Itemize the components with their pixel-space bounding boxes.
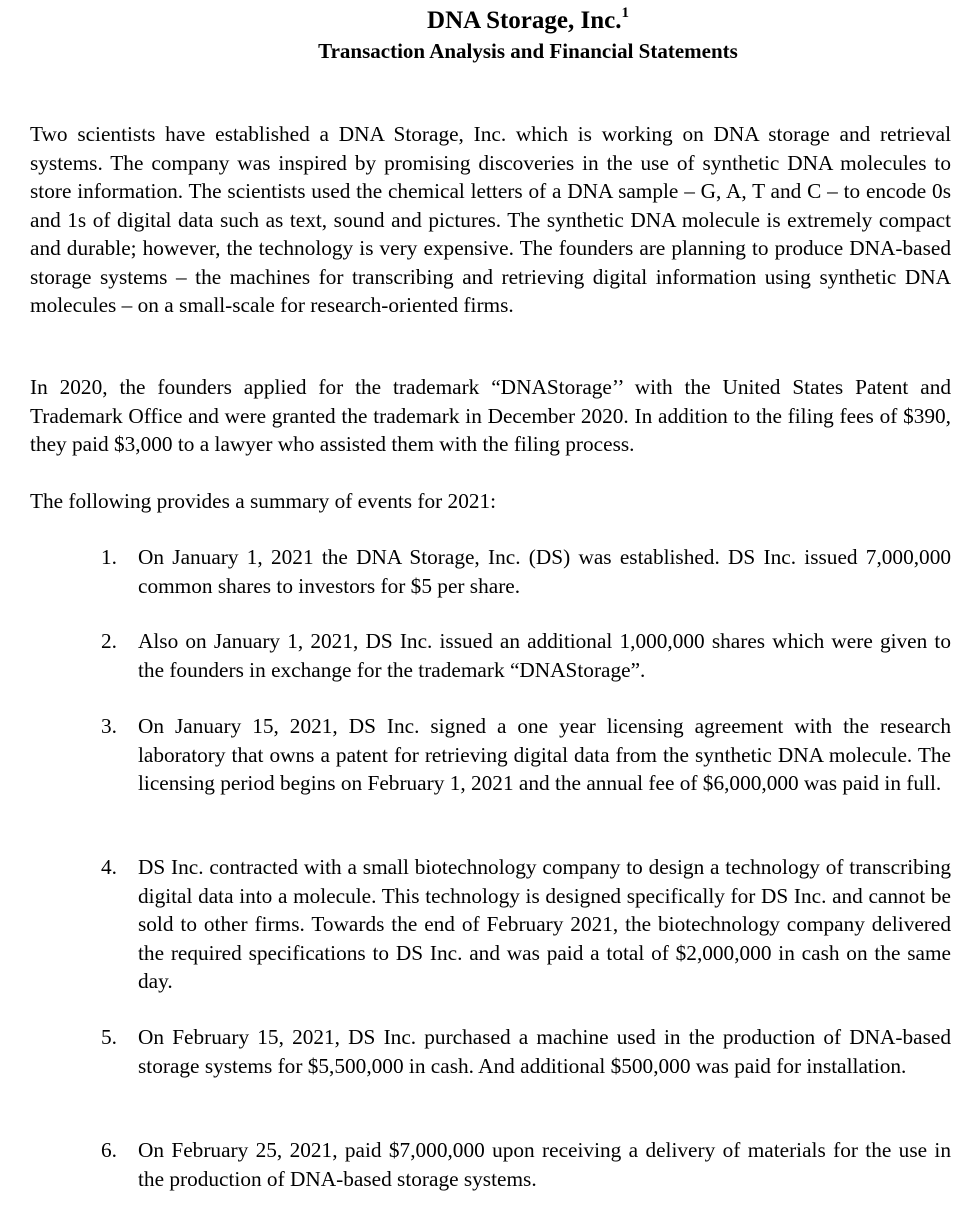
title-block xyxy=(0,6,978,64)
event-text: Also on January 1, 2021, DS Inc. issued an additional 1,000,000 shares which were given to the founders in exchange for the trademark “DNAStorage”. xyxy=(138,629,951,682)
document-title xyxy=(0,6,978,36)
trademark-paragraph: In 2020, the founders applied for the trademark “DNAStorage’’ with the United States Patent and Trademark Office and were granted the trademark in December 2020. In addition to the filing fees of $390, they paid $3,000 to a lawyer who assisted them with the filing process. xyxy=(30,375,951,456)
event-text: On January 15, 2021, DS Inc. signed a one year licensing agreement with the research laboratory that owns a patent for retrieving digital data from the synthetic DNA molecule. The licensing period begins on February 1, 2021 and the annual fee of $6,000,000 was paid in full. xyxy=(138,714,951,795)
event-text: On January 1, 2021 the DNA Storage, Inc. (DS) was established. DS Inc. issued 7,000,000 common shares to investors for $5 per share. xyxy=(138,545,951,598)
event-text: On February 25, 2021, paid $7,000,000 upon receiving a delivery of materials for the use in the production of DNA-based storage systems. xyxy=(138,1138,951,1191)
document-subtitle: Transaction Analysis and Financial Statements xyxy=(318,39,738,63)
document-title-text: DNA Storage, Inc. xyxy=(427,7,622,34)
footnote-marker: 1 xyxy=(621,4,629,21)
event-number: 2. xyxy=(101,629,117,653)
event-number: 1. xyxy=(101,545,117,569)
event-number: 6. xyxy=(101,1138,117,1162)
event-number: 5. xyxy=(101,1025,117,1049)
events-intro-paragraph: The following provides a summary of events for 2021: xyxy=(30,489,497,513)
event-number: 3. xyxy=(101,714,117,738)
intro-paragraph: Two scientists have established a DNA Storage, Inc. which is working on DNA storage and retrieval systems. The company was inspired by promising discoveries in the use of synthetic DNA molecules to store information. The scientists used the chemical letters of a DNA sample – G, A, T and C – to encode 0s and 1s of digital data such as text, sound and pictures. The synthetic DNA molecule is extremely compact and durable; however, the technology is very expensive. The founders are planning to produce DNA-based storage systems – the machines for transcribing and retrieving digital information using synthetic DNA molecules – on a small-scale for research-oriented firms. xyxy=(30,122,951,317)
event-number: 4. xyxy=(101,855,117,879)
event-text: DS Inc. contracted with a small biotechnology company to design a technology of transcribing digital data into a molecule. This technology is designed specifically for DS Inc. and cannot be sold to other firms. Towards the end of February 2021, the biotechnology company delivered the required specifications to DS Inc. and was paid a total of $2,000,000 in cash on the same day. xyxy=(138,855,951,993)
event-text: On February 15, 2021, DS Inc. purchased a machine used in the production of DNA-based storage systems for $5,500,000 in cash. And additional $500,000 was paid for installation. xyxy=(138,1025,951,1078)
